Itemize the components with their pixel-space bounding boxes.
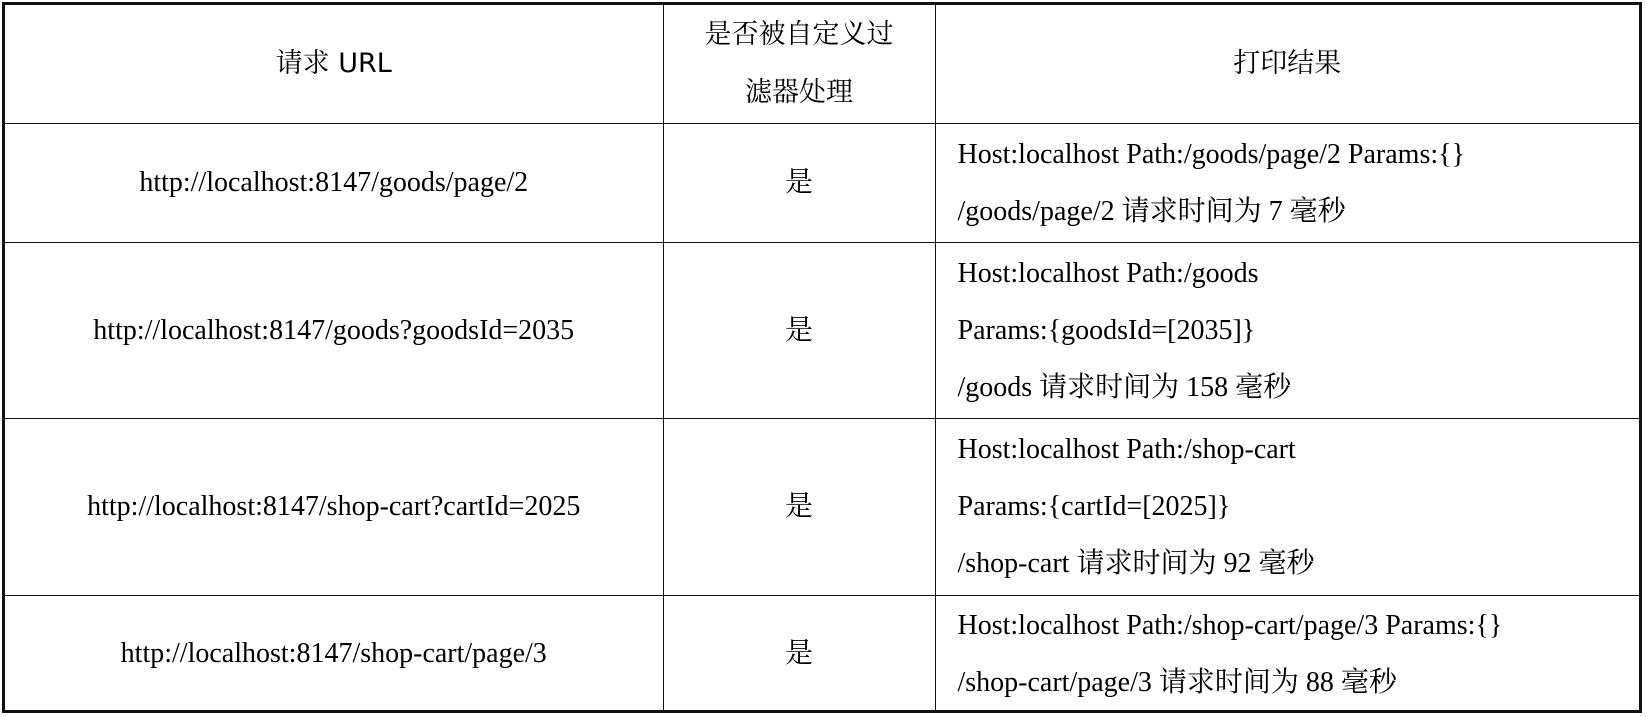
request-url-cell: http://localhost:8147/goods/page/2 — [5, 123, 663, 242]
print-result-cell — [935, 418, 1639, 595]
result-line: /goods 请求时间为 158 毫秒 — [957, 371, 1292, 403]
request-url-cell: http://localhost:8147/goods?goodsId=2035 — [5, 242, 663, 418]
result-line: Host:localhost Path:/shop-cart/page/3 Params:{} — [957, 609, 1503, 641]
print-result-cell — [935, 242, 1639, 418]
result-line: Params:{cartId=[2025]} — [957, 491, 1231, 522]
results-table-container — [2, 2, 1642, 713]
header-filter-processed — [663, 5, 935, 123]
request-url-cell: http://localhost:8147/shop-cart?cartId=2025 — [5, 418, 663, 595]
filter-processed-cell: 是 — [663, 595, 935, 712]
result-line: Params:{goodsId=[2035]} — [957, 314, 1256, 346]
header-request-url: 请求 URL — [5, 5, 663, 123]
table-row — [5, 595, 1639, 712]
table-row — [5, 123, 1639, 242]
result-line: Host:localhost Path:/goods/page/2 Params:{} — [957, 138, 1465, 170]
filter-processed-cell: 是 — [663, 418, 935, 595]
result-line: /goods/page/2 请求时间为 7 毫秒 — [957, 195, 1346, 227]
table-row — [5, 418, 1639, 595]
table-row — [5, 242, 1639, 418]
request-url-cell: http://localhost:8147/shop-cart/page/3 — [5, 595, 663, 712]
filter-processed-cell: 是 — [663, 123, 935, 242]
print-result-cell — [935, 123, 1639, 242]
filter-processed-cell: 是 — [663, 242, 935, 418]
header-filter-processed-line1: 是否被自定义过 — [704, 18, 894, 50]
table-header-row — [5, 5, 1639, 123]
result-line: /shop-cart 请求时间为 92 毫秒 — [957, 548, 1315, 579]
header-print-result: 打印结果 — [935, 5, 1639, 123]
result-line: Host:localhost Path:/shop-cart — [957, 434, 1296, 465]
print-result-cell — [935, 595, 1639, 712]
request-results-table — [5, 5, 1639, 712]
result-line: Host:localhost Path:/goods — [957, 257, 1259, 289]
header-filter-processed-line2: 滤器处理 — [745, 76, 853, 108]
result-line: /shop-cart/page/3 请求时间为 88 毫秒 — [957, 666, 1397, 698]
